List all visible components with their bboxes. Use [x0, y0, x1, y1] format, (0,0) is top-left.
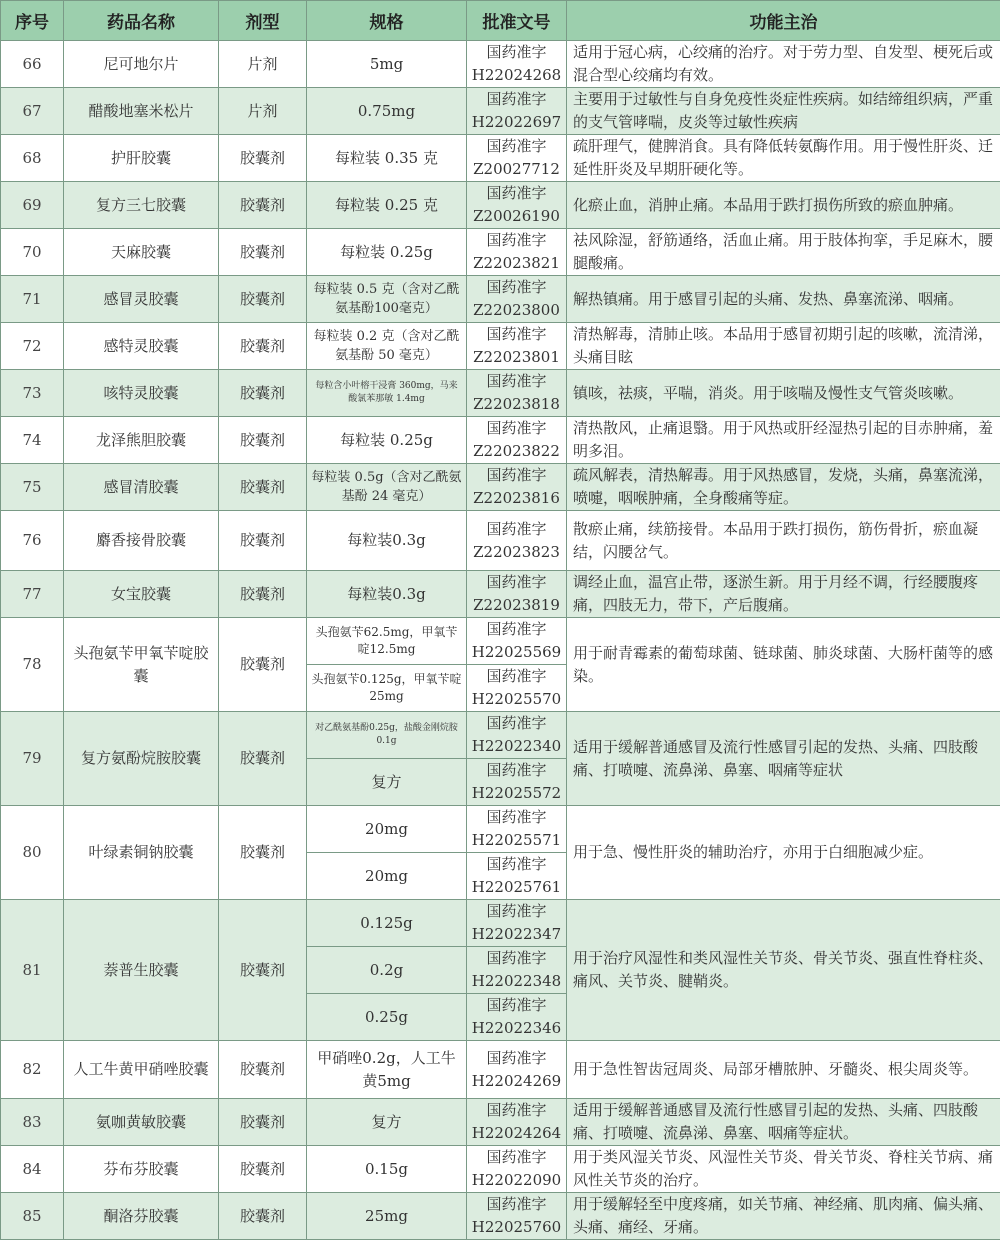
table-row — [1, 88, 1000, 135]
drug-function: 清热散风，止痛退翳。用于风热或肝经湿热引起的目赤肿痛，羞明多泪。 — [567, 417, 1000, 464]
table-row — [1, 135, 1000, 182]
table-row — [1, 712, 1000, 759]
drug-name: 芬布芬胶囊 — [64, 1146, 219, 1193]
drug-spec: 每粒装 0.2 克（含对乙酰氨基酚 50 毫克） — [307, 323, 467, 370]
drug-function: 疏肝理气，健脾消食。具有降低转氨酶作用。用于慢性肝炎、迁延性肝炎及早期肝硬化等。 — [567, 135, 1000, 182]
header-spec: 规格 — [307, 1, 467, 41]
row-no: 79 — [1, 712, 64, 806]
table-row — [1, 323, 1000, 370]
header-name: 药品名称 — [64, 1, 219, 41]
table-row — [1, 806, 1000, 853]
approval-number: 国药准字 Z20026190 — [467, 182, 567, 229]
approval-number: 国药准字 H22024269 — [467, 1041, 567, 1099]
approval-number: 国药准字 H22024268 — [467, 41, 567, 88]
drug-spec: 25mg — [307, 1193, 467, 1240]
row-no: 83 — [1, 1099, 64, 1146]
table-row — [1, 182, 1000, 229]
drug-function: 调经止血，温宫止带，逐淤生新。用于月经不调，行经腰腹疼痛，四肢无力，带下，产后腹痛。 — [567, 571, 1000, 618]
header-form: 剂型 — [219, 1, 307, 41]
row-no: 74 — [1, 417, 64, 464]
dosage-form: 片剂 — [219, 41, 307, 88]
row-no: 70 — [1, 229, 64, 276]
dosage-form: 胶囊剂 — [219, 511, 307, 571]
approval-number: 国药准字 Z22023816 — [467, 464, 567, 511]
drug-name: 氨咖黄敏胶囊 — [64, 1099, 219, 1146]
drug-spec: 对乙酰氨基酚0.25g，盐酸金刚烷胺0.1g — [307, 712, 467, 759]
row-no: 76 — [1, 511, 64, 571]
table-row — [1, 900, 1000, 947]
drug-function: 清热解毒，清肺止咳。本品用于感冒初期引起的咳嗽，流清涕，头痛目眩 — [567, 323, 1000, 370]
dosage-form: 胶囊剂 — [219, 806, 307, 900]
approval-number: 国药准字 H22022347 — [467, 900, 567, 947]
drug-function: 用于类风湿关节炎、风湿性关节炎、骨关节炎、脊柱关节病、痛风性关节炎的治疗。 — [567, 1146, 1000, 1193]
row-no: 67 — [1, 88, 64, 135]
dosage-form: 胶囊剂 — [219, 417, 307, 464]
drug-spec: 每粒含小叶榕干浸膏 360mg，马来酸氯苯那敏 1.4mg — [307, 370, 467, 417]
approval-number: 国药准字 H22022697 — [467, 88, 567, 135]
drug-function: 适用于缓解普通感冒及流行性感冒引起的发热、头痛、四肢酸痛、打喷嚏、流鼻涕、鼻塞、咽痛等症状。 — [567, 1099, 1000, 1146]
drug-function: 祛风除湿，舒筋通络，活血止痛。用于肢体拘挛，手足麻木，腰腿酸痛。 — [567, 229, 1000, 276]
table-row — [1, 618, 1000, 665]
drug-name: 麝香接骨胶囊 — [64, 511, 219, 571]
drug-spec: 每粒装0.3g — [307, 571, 467, 618]
approval-number: 国药准字 Z22023821 — [467, 229, 567, 276]
table-row — [1, 370, 1000, 417]
dosage-form: 胶囊剂 — [219, 1041, 307, 1099]
approval-number: 国药准字 Z22023823 — [467, 511, 567, 571]
drug-spec: 每粒装0.3g — [307, 511, 467, 571]
drug-name: 天麻胶囊 — [64, 229, 219, 276]
row-no: 75 — [1, 464, 64, 511]
approval-number: 国药准字 Z22023801 — [467, 323, 567, 370]
approval-number: 国药准字 H22022340 — [467, 712, 567, 759]
drug-function: 用于急性智齿冠周炎、局部牙槽脓肿、牙髓炎、根尖周炎等。 — [567, 1041, 1000, 1099]
approval-number: 国药准字 H22025569 — [467, 618, 567, 665]
drug-spec: 每粒装 0.35 克 — [307, 135, 467, 182]
table-row — [1, 229, 1000, 276]
approval-number: 国药准字 Z22023818 — [467, 370, 567, 417]
row-no: 84 — [1, 1146, 64, 1193]
row-no: 68 — [1, 135, 64, 182]
header-row — [1, 1, 1000, 41]
drug-name: 咳特灵胶囊 — [64, 370, 219, 417]
row-no: 73 — [1, 370, 64, 417]
drug-spec: 每粒装 0.25g — [307, 417, 467, 464]
table-row — [1, 1146, 1000, 1193]
row-no: 69 — [1, 182, 64, 229]
drug-function: 适用于冠心病，心绞痛的治疗。对于劳力型、自发型、梗死后或混合型心绞痛均有效。 — [567, 41, 1000, 88]
row-no: 81 — [1, 900, 64, 1041]
drug-spec: 每粒装 0.5 克（含对乙酰氨基酚100毫克） — [307, 276, 467, 323]
row-no: 80 — [1, 806, 64, 900]
drug-spec: 0.125g — [307, 900, 467, 947]
drug-spec: 头孢氨苄0.125g，甲氧苄啶25mg — [307, 665, 467, 712]
dosage-form: 胶囊剂 — [219, 370, 307, 417]
drug-name: 醋酸地塞米松片 — [64, 88, 219, 135]
drug-name: 叶绿素铜钠胶囊 — [64, 806, 219, 900]
table-row — [1, 571, 1000, 618]
row-no: 82 — [1, 1041, 64, 1099]
table-row — [1, 464, 1000, 511]
drug-name: 萘普生胶囊 — [64, 900, 219, 1041]
drug-function: 化瘀止血，消肿止痛。本品用于跌打损伤所致的瘀血肿痛。 — [567, 182, 1000, 229]
drug-function: 用于治疗风湿性和类风湿性关节炎、骨关节炎、强直性脊柱炎、痛风、关节炎、腱鞘炎。 — [567, 900, 1000, 1041]
dosage-form: 胶囊剂 — [219, 135, 307, 182]
drug-spec: 每粒装 0.25g — [307, 229, 467, 276]
drug-spec: 甲硝唑0.2g，人工牛黄5mg — [307, 1041, 467, 1099]
drug-name: 头孢氨苄甲氧苄啶胶囊 — [64, 618, 219, 712]
row-no: 71 — [1, 276, 64, 323]
approval-number: 国药准字 H22022348 — [467, 947, 567, 994]
drug-function: 用于耐青霉素的葡萄球菌、链球菌、肺炎球菌、大肠杆菌等的感染。 — [567, 618, 1000, 712]
drug-function: 用于急、慢性肝炎的辅助治疗，亦用于白细胞减少症。 — [567, 806, 1000, 900]
drug-name: 尼可地尔片 — [64, 41, 219, 88]
drug-spec: 头孢氨苄62.5mg，甲氧苄啶12.5mg — [307, 618, 467, 665]
dosage-form: 胶囊剂 — [219, 323, 307, 370]
drug-name: 女宝胶囊 — [64, 571, 219, 618]
row-no: 72 — [1, 323, 64, 370]
approval-number: 国药准字 Z22023819 — [467, 571, 567, 618]
row-no: 66 — [1, 41, 64, 88]
drug-spec: 复方 — [307, 759, 467, 806]
dosage-form: 胶囊剂 — [219, 1099, 307, 1146]
dosage-form: 胶囊剂 — [219, 1146, 307, 1193]
approval-number: 国药准字 H22025571 — [467, 806, 567, 853]
drug-function: 疏风解表，清热解毒。用于风热感冒，发烧，头痛，鼻塞流涕，喷嚏，咽喉肿痛，全身酸痛等症。 — [567, 464, 1000, 511]
drug-spec: 5mg — [307, 41, 467, 88]
table-row — [1, 41, 1000, 88]
row-no: 85 — [1, 1193, 64, 1240]
drug-spec: 复方 — [307, 1099, 467, 1146]
approval-number: 国药准字 Z20027712 — [467, 135, 567, 182]
drug-function: 镇咳，祛痰，平喘，消炎。用于咳喘及慢性支气管炎咳嗽。 — [567, 370, 1000, 417]
drug-name: 复方三七胶囊 — [64, 182, 219, 229]
approval-number: 国药准字 H22025761 — [467, 853, 567, 900]
drug-name: 酮洛芬胶囊 — [64, 1193, 219, 1240]
drug-name: 复方氨酚烷胺胶囊 — [64, 712, 219, 806]
approval-number: 国药准字 H22025572 — [467, 759, 567, 806]
dosage-form: 胶囊剂 — [219, 276, 307, 323]
approval-number: 国药准字 Z22023800 — [467, 276, 567, 323]
dosage-form: 胶囊剂 — [219, 182, 307, 229]
dosage-form: 片剂 — [219, 88, 307, 135]
dosage-form: 胶囊剂 — [219, 571, 307, 618]
dosage-form: 胶囊剂 — [219, 464, 307, 511]
approval-number: 国药准字 H22022090 — [467, 1146, 567, 1193]
drug-name: 感冒清胶囊 — [64, 464, 219, 511]
drug-spec: 0.75mg — [307, 88, 467, 135]
approval-number: 国药准字 H22025570 — [467, 665, 567, 712]
table-row — [1, 417, 1000, 464]
approval-number: 国药准字 H22024264 — [467, 1099, 567, 1146]
drug-function: 用于缓解轻至中度疼痛，如关节痛、神经痛、肌肉痛、偏头痛、头痛、痛经、牙痛。 — [567, 1193, 1000, 1240]
drug-spec: 0.15g — [307, 1146, 467, 1193]
drug-name: 人工牛黄甲硝唑胶囊 — [64, 1041, 219, 1099]
drug-function: 解热镇痛。用于感冒引起的头痛、发热、鼻塞流涕、咽痛。 — [567, 276, 1000, 323]
table-row — [1, 1041, 1000, 1099]
drug-spec: 20mg — [307, 853, 467, 900]
drug-spec: 0.2g — [307, 947, 467, 994]
drug-name: 龙泽熊胆胶囊 — [64, 417, 219, 464]
approval-number: 国药准字 Z22023822 — [467, 417, 567, 464]
drug-spec: 每粒装 0.25 克 — [307, 182, 467, 229]
dosage-form: 胶囊剂 — [219, 900, 307, 1041]
drug-name: 感特灵胶囊 — [64, 323, 219, 370]
table-row — [1, 1193, 1000, 1240]
drug-name: 护肝胶囊 — [64, 135, 219, 182]
drug-function: 适用于缓解普通感冒及流行性感冒引起的发热、头痛、四肢酸痛、打喷嚏、流鼻涕、鼻塞、咽痛等症状 — [567, 712, 1000, 806]
table-row — [1, 511, 1000, 571]
dosage-form: 胶囊剂 — [219, 229, 307, 276]
dosage-form: 胶囊剂 — [219, 1193, 307, 1240]
table-row — [1, 1099, 1000, 1146]
approval-number: 国药准字 H22025760 — [467, 1193, 567, 1240]
drug-spec: 0.25g — [307, 994, 467, 1041]
header-no: 序号 — [1, 1, 64, 41]
table-row — [1, 276, 1000, 323]
row-no: 77 — [1, 571, 64, 618]
dosage-form: 胶囊剂 — [219, 618, 307, 712]
drug-function: 主要用于过敏性与自身免疫性炎症性疾病。如结缔组织病，严重的支气管哮喘，皮炎等过敏性疾病 — [567, 88, 1000, 135]
row-no: 78 — [1, 618, 64, 712]
approval-number: 国药准字 H22022346 — [467, 994, 567, 1041]
header-approval: 批准文号 — [467, 1, 567, 41]
drug-spec: 每粒装 0.5g（含对乙酰氨基酚 24 毫克） — [307, 464, 467, 511]
dosage-form: 胶囊剂 — [219, 712, 307, 806]
header-function: 功能主治 — [567, 1, 1000, 41]
drug-spec: 20mg — [307, 806, 467, 853]
drug-function: 散瘀止痛，续筋接骨。本品用于跌打损伤，筋伤骨折，瘀血凝结，闪腰岔气。 — [567, 511, 1000, 571]
drug-name: 感冒灵胶囊 — [64, 276, 219, 323]
